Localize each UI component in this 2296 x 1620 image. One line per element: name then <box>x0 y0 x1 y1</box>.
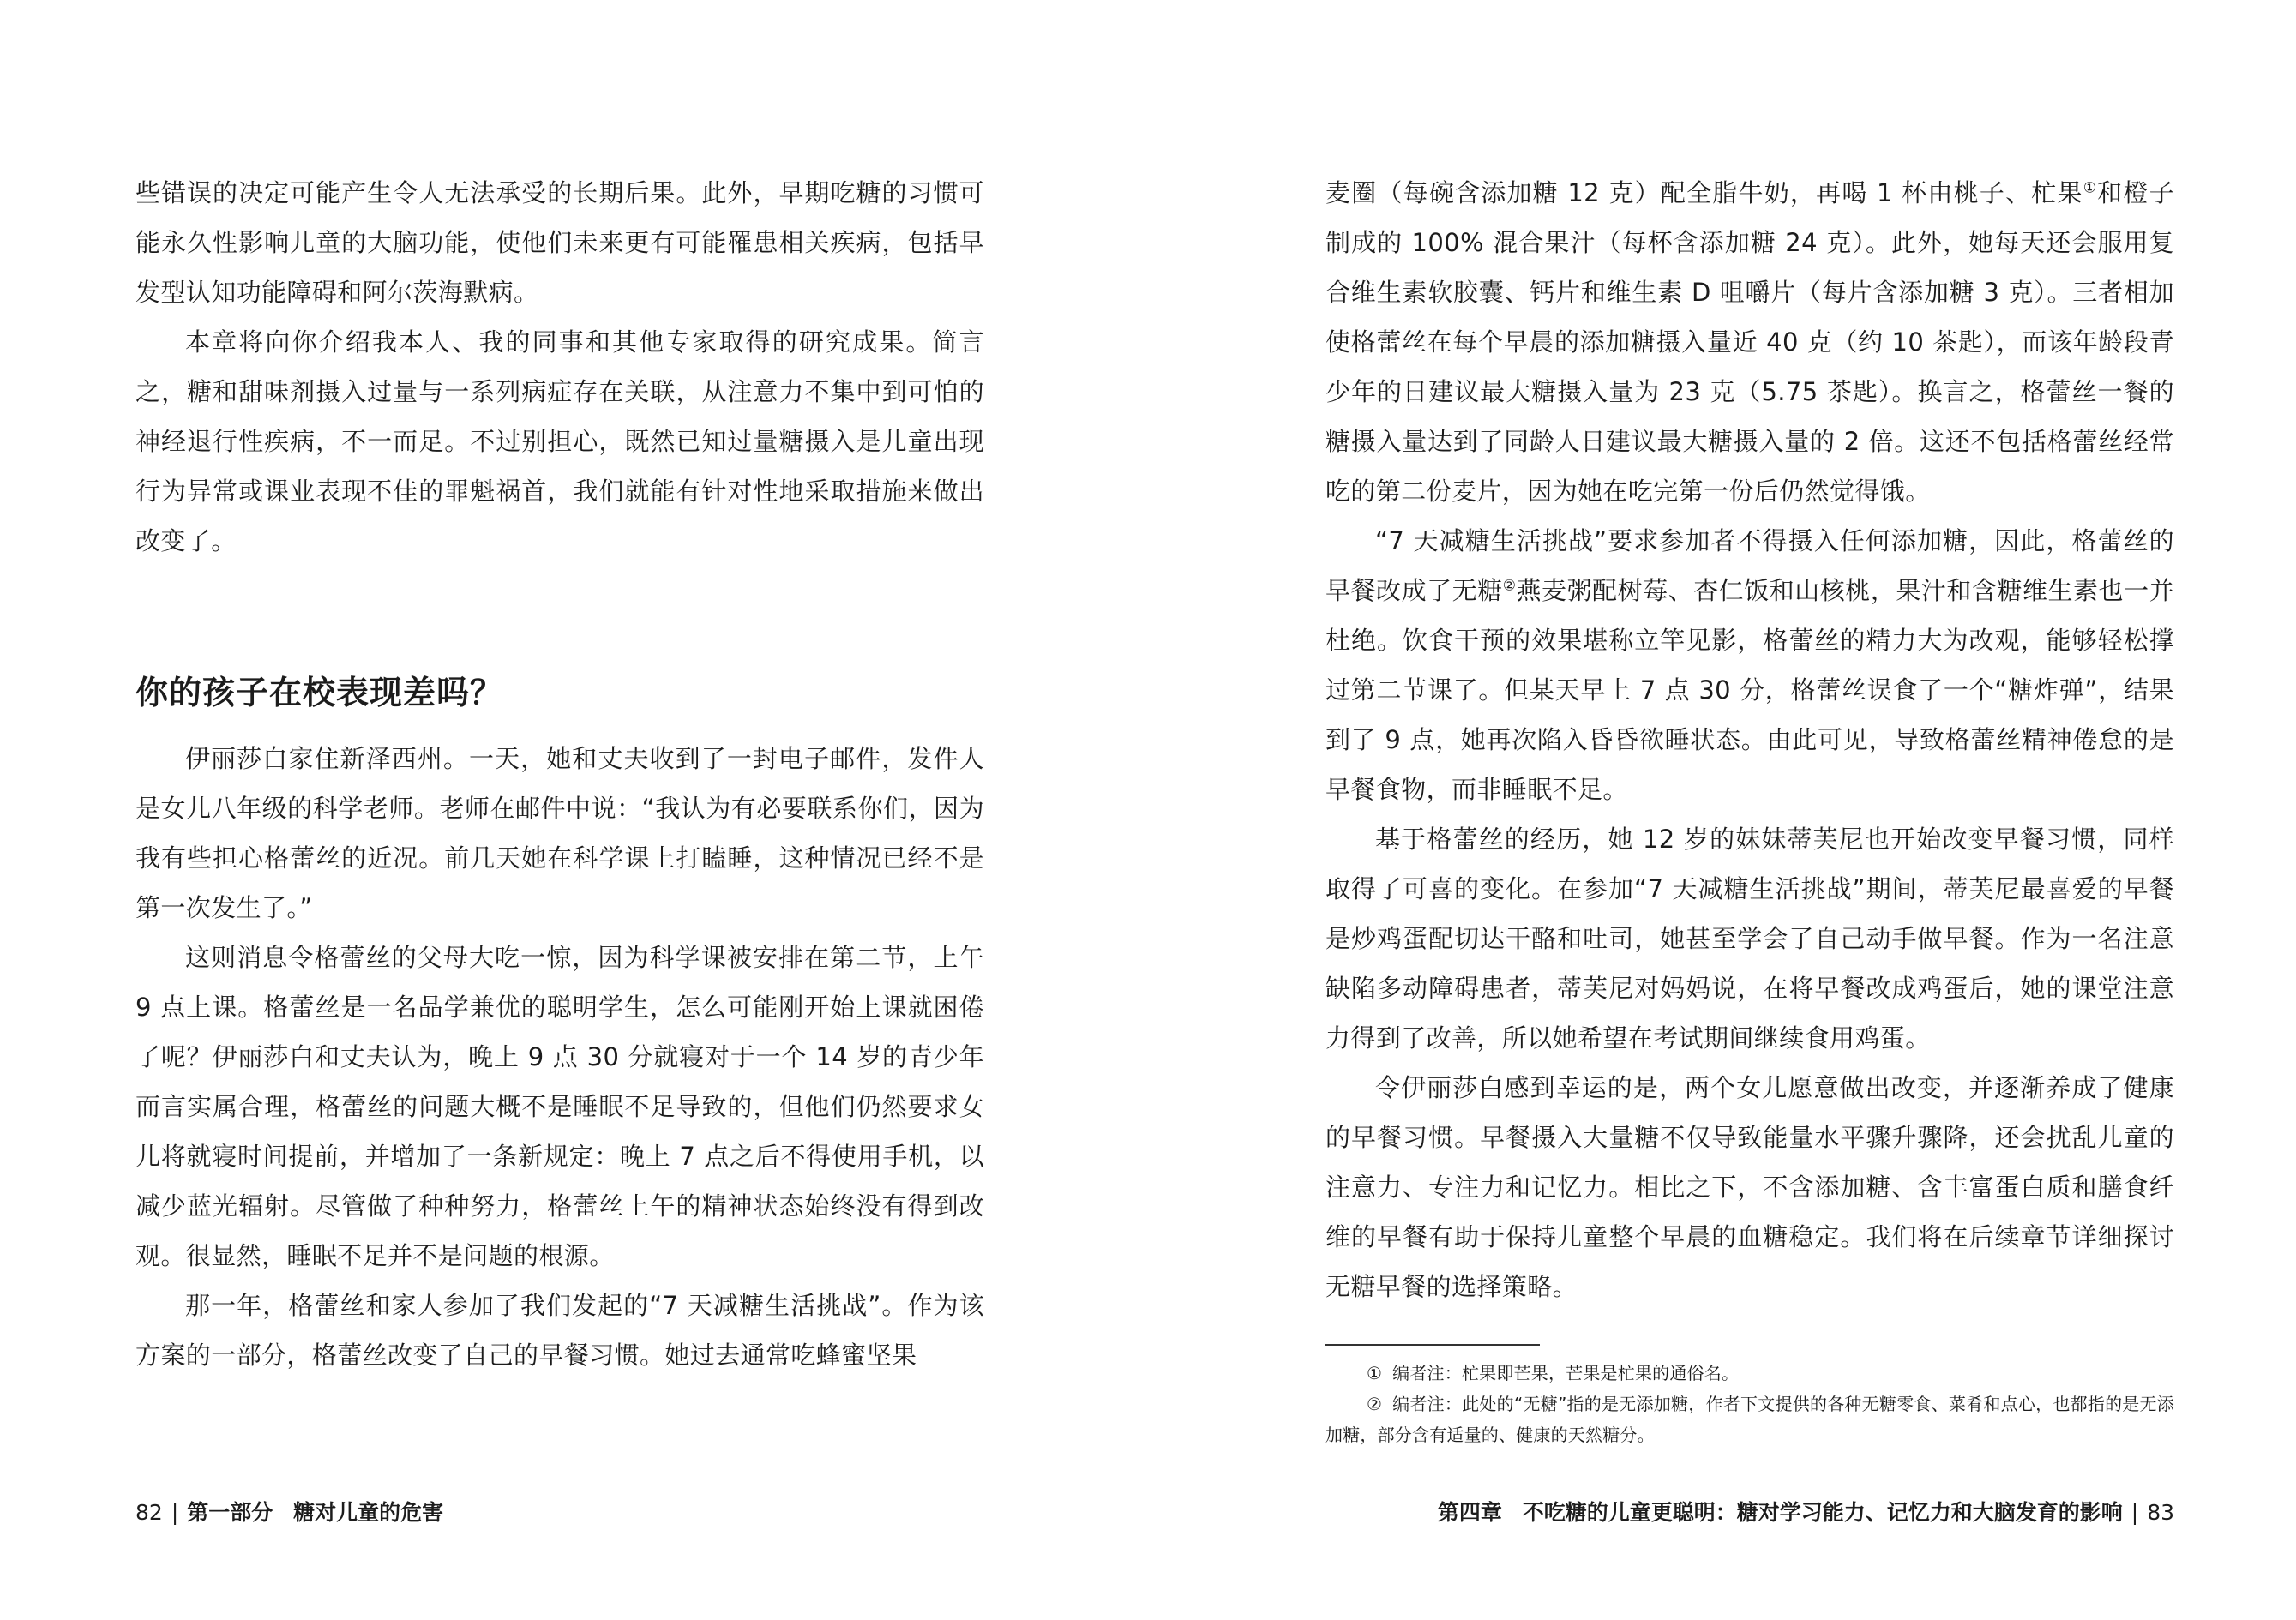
footer-title: 糖对儿童的危害 <box>293 1500 444 1525</box>
right-page-footer <box>1438 1496 2174 1530</box>
footnote-divider <box>1325 1344 1540 1346</box>
footnotes <box>1325 1358 2174 1450</box>
page-number: 83 <box>2147 1500 2174 1525</box>
paragraph-text: 燕麦粥配树莓、杏仁饭和山核桃，果汁和含糖维生素也一并杜绝。饮食干预的效果堪称立竿见影，格蕾丝的精力大为改观，能够轻松撑过第二节课了。但某天早上 7 点 30 分，格蕾丝误食了一个“糖炸弹”，结果到了 9 点，她再次陷入昏昏欲睡状态。由此可见，导致格蕾丝精神倦怠的是早餐食物，而非睡眠不足。 <box>1325 576 2175 804</box>
footer-separator: | <box>171 1500 179 1525</box>
paragraph-text: 和橙子制成的 100% 混合果汁（每杯含添加糖 24 克）。此外，她每天还会服用复合维生素软胶囊、钙片和维生素 D 咀嚼片（每片含添加糖 3 克）。三者相加使格蕾丝在每个早晨的添加糖摄入量近 40 克（约 10 茶匙），而该年龄段青少年的日建议最大糖摄入量为 23 克（5.75 茶匙）。换言之，格蕾丝一餐的糖摄入量达到了同龄人日建议最大糖摄入量的 2 倍。这还不包括格蕾丝经常吃的第二份麦片，因为她在吃完第一份后仍然觉得饿。 <box>1325 178 2174 506</box>
paragraph: 本章将向你介绍我本人、我的同事和其他专家取得的研究成果。简言之，糖和甜味剂摄入过量与一系列病症存在关联，从注意力不集中到可怕的神经退行性疾病，不一而足。不过别担心，既然已知过量糖摄入是儿童出现行为异常或课业表现不佳的罪魁祸首，我们就能有针对性地采取措施来做出改变了。 <box>135 327 984 555</box>
footnote-ref: ② <box>1502 577 1517 595</box>
footnote-text: 编者注：此处的“无糖”指的是无添加糖，作者下文提供的各种无糖零食、菜肴和点心，也都指的是无添加糖，部分含有适量的、健康的天然糖分。 <box>1325 1394 2174 1445</box>
left-page-footer <box>135 1496 443 1530</box>
footnote-mark: ① <box>1367 1363 1383 1383</box>
page-number: 82 <box>135 1500 163 1525</box>
paragraph-text: “7 天减糖生活挑战”要求参加者不得摄入任何添加糖，因此，格蕾丝的早餐改成了无糖 <box>1325 526 2174 605</box>
paragraph <box>1325 516 2174 814</box>
paragraph: 令伊丽莎白感到幸运的是，两个女儿愿意做出改变，并逐渐养成了健康的早餐习惯。早餐摄入大量糖不仅导致能量水平骤升骤降，还会扰乱儿童的注意力、专注力和记忆力。相比之下，不含添加糖、含丰富蛋白质和膳食纤维的早餐有助于保持儿童整个早晨的血糖稳定。我们将在后续章节详细探讨无糖早餐的选择策略。 <box>1325 1073 2174 1301</box>
footer-part: 第一部分 <box>187 1500 273 1525</box>
paragraph: 基于格蕾丝的经历，她 12 岁的妹妹蒂芙尼也开始改变早餐习惯，同样取得了可喜的变化。在参加“7 天减糖生活挑战”期间，蒂芙尼最喜爱的早餐是炒鸡蛋配切达干酪和吐司，她甚至学会了自己动手做早餐。作为一名注意缺陷多动障碍患者，蒂芙尼对妈妈说，在将早餐改成鸡蛋后，她的课堂注意力得到了改善，所以她希望在考试期间继续食用鸡蛋。 <box>1325 825 2174 1053</box>
footnote-ref: ① <box>2083 179 2098 197</box>
paragraph: 伊丽莎白家住新泽西州。一天，她和丈夫收到了一封电子邮件，发件人是女儿八年级的科学老师。老师在邮件中说：“我认为有必要联系你们，因为我有些担心格蕾丝的近况。前几天她在科学课上打瞌睡，这种情况已经不是第一次发生了。” <box>135 744 984 922</box>
footnote <box>1325 1389 2174 1450</box>
footnote-mark: ② <box>1367 1394 1383 1414</box>
section-heading: 你的孩子在校表现差吗？ <box>135 674 504 711</box>
footnote <box>1325 1358 2174 1389</box>
right-page-body <box>1325 168 2174 1311</box>
right-page <box>1325 0 2174 1620</box>
footnote-text: 编者注：杧果即芒果，芒果是杧果的通俗名。 <box>1392 1363 1740 1383</box>
paragraph <box>1325 168 2174 516</box>
left-page <box>135 0 984 1620</box>
paragraph: 那一年，格蕾丝和家人参加了我们发起的“7 天减糖生活挑战”。作为该方案的一部分，格蕾丝改变了自己的早餐习惯。她过去通常吃蜂蜜坚果 <box>135 1291 984 1370</box>
left-page-body <box>135 168 984 1380</box>
paragraph: 这则消息令格蕾丝的父母大吃一惊，因为科学课被安排在第二节，上午 9 点上课。格蕾丝是一名品学兼优的聪明学生，怎么可能刚开始上课就困倦了呢？伊丽莎白和丈夫认为，晚上 9 点 30 分就寝对于一个 14 岁的青少年而言实属合理，格蕾丝的问题大概不是睡眠不足导致的，但他们仍然要求女儿将就寝时间提前，并增加了一条新规定：晚上 7 点之后不得使用手机，以减少蓝光辐射。尽管做了种种努力，格蕾丝上午的精神状态始终没有得到改观。很显然，睡眠不足并不是问题的根源。 <box>135 943 984 1270</box>
footer-chapter: 第四章 <box>1437 1500 1502 1525</box>
paragraph-text: 麦圈（每碗含添加糖 12 克）配全脂牛奶，再喝 1 杯由桃子、杧果 <box>1325 178 2083 207</box>
footer-title: 不吃糖的儿童更聪明：糖对学习能力、记忆力和大脑发育的影响 <box>1522 1500 2123 1525</box>
paragraph: 些错误的决定可能产生令人无法承受的长期后果。此外，早期吃糖的习惯可能永久性影响儿童的大脑功能，使他们未来更有可能罹患相关疾病，包括早发型认知功能障碍和阿尔茨海默病。 <box>135 178 984 307</box>
footer-separator: | <box>2131 1500 2139 1525</box>
